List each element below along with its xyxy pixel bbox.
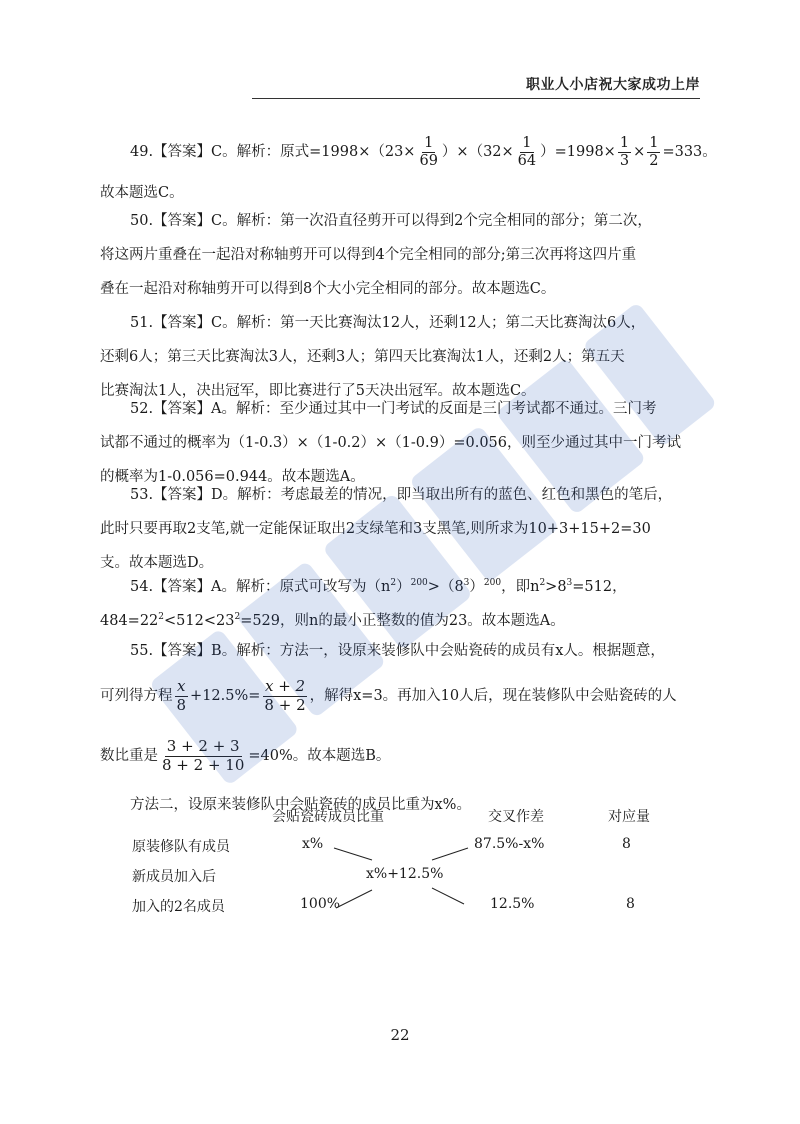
table-header-ratio: 会贴瓷砖成员比重 <box>272 809 384 825</box>
cross-line-4 <box>432 888 464 904</box>
cross-line-1 <box>334 848 372 860</box>
q50-line3: 叠在一起沿对称轴剪开可以得到8个大小完全相同的部分。故本题选C。 <box>100 281 556 297</box>
q53-line2: 此时只要再取2支笔,就一定能保证取出2支绿笔和3支黑笔,则所求为10+3+15+2=30 <box>100 521 651 537</box>
q51-line3: 比赛淘汰1人，决出冠军，即比赛进行了5天决出冠军。故本题选C。 <box>100 383 536 399</box>
q55-line3: 数比重是 $\frac{3 + 2 + 3}{8 + 2 + 10}$ =40%。故本题选B。 <box>100 737 391 774</box>
cross-line-2 <box>432 848 468 860</box>
q53-line1: 53.【答案】D。解析：考虑最差的情况，即当取出所有的蓝色、红色和黑色的笔后， <box>130 487 673 503</box>
q54-line1: 54.【答案】A。解析：原式可改写为$(n^2)^{200}>(8^3)^{200}$，即$n^2>8^3=512$， <box>130 578 627 595</box>
q50-line2: 将这两片重叠在一起沿对称轴剪开可以得到4个完全相同的部分;第三次再将这四片重 <box>100 247 637 263</box>
table-header-diff: 交叉作差 <box>488 809 544 825</box>
row2-value: x%+12.5% <box>366 866 444 882</box>
row3-label: 加入的2名成员 <box>132 899 225 915</box>
q51-line2: 还剩6人；第三天比赛淘汰3人，还剩3人；第四天比赛淘汰1人，还剩2人；第五天 <box>100 349 625 365</box>
row1-value: x% <box>302 836 324 852</box>
q50-line1: 50.【答案】C。解析：第一次沿直径剪开可以得到2个完全相同的部分；第二次， <box>130 213 652 229</box>
q49-line1: 49.【答案】C。解析：原式=1998×（23× $\frac{1}{69}$ ）×（32× $\frac{1}{64}$ ）=1998× $\frac{1}{3}$ × $\frac{1}{2}$ =333。 <box>130 134 717 169</box>
row1-qty: 8 <box>622 836 631 852</box>
row3-diff: 12.5% <box>490 896 535 912</box>
q53-line3: 支。故本题选D。 <box>100 555 214 571</box>
q52-line3: 的概率为1-0.056=0.944。故本题选A。 <box>100 469 365 485</box>
q55-line2: 可列得方程 $\frac{x}{8}$ +12.5%= $\frac{x + 2}{8 + 2}$ ，解得x=3。再加入10人后，现在装修队中会贴瓷砖的人 <box>100 677 677 714</box>
q55-line1: 55.【答案】B。解析：方法一，设原来装修队中会贴瓷砖的成员有x人。根据题意， <box>130 643 665 659</box>
row1-diff: 87.5%-x% <box>474 836 545 852</box>
q52-line1: 52.【答案】A。解析：至少通过其中一门考试的反面是三门考试都不通过。三门考 <box>130 401 657 417</box>
cross-line-3 <box>336 890 372 908</box>
row2-label: 新成员加入后 <box>132 869 216 885</box>
row1-label: 原装修队有成员 <box>132 839 230 855</box>
q55-method2: 方法二，设原来装修队中会贴瓷砖的成员比重为x%。 <box>130 797 471 813</box>
q49-line2: 故本题选C。 <box>100 185 184 201</box>
page-number: 22 <box>390 1026 410 1044</box>
row3-value: 100% <box>300 896 341 912</box>
q51-line1: 51.【答案】C。解析：第一天比赛淘汰12人，还剩12人；第二天比赛淘汰6人， <box>130 315 646 331</box>
q52-line2: 试都不通过的概率为（1-0.3）×（1-0.2）×（1-0.9）=0.056，则至少通过其中一门考试 <box>100 435 682 451</box>
table-header-qty: 对应量 <box>608 809 650 825</box>
q54-line2: $484=22^2<512<23^2=529$，则n的最小正整数的值为23。故本题选A。 <box>100 612 565 629</box>
header-title: 职业人小店祝大家成功上岸 <box>526 77 700 93</box>
row3-qty: 8 <box>626 896 635 912</box>
